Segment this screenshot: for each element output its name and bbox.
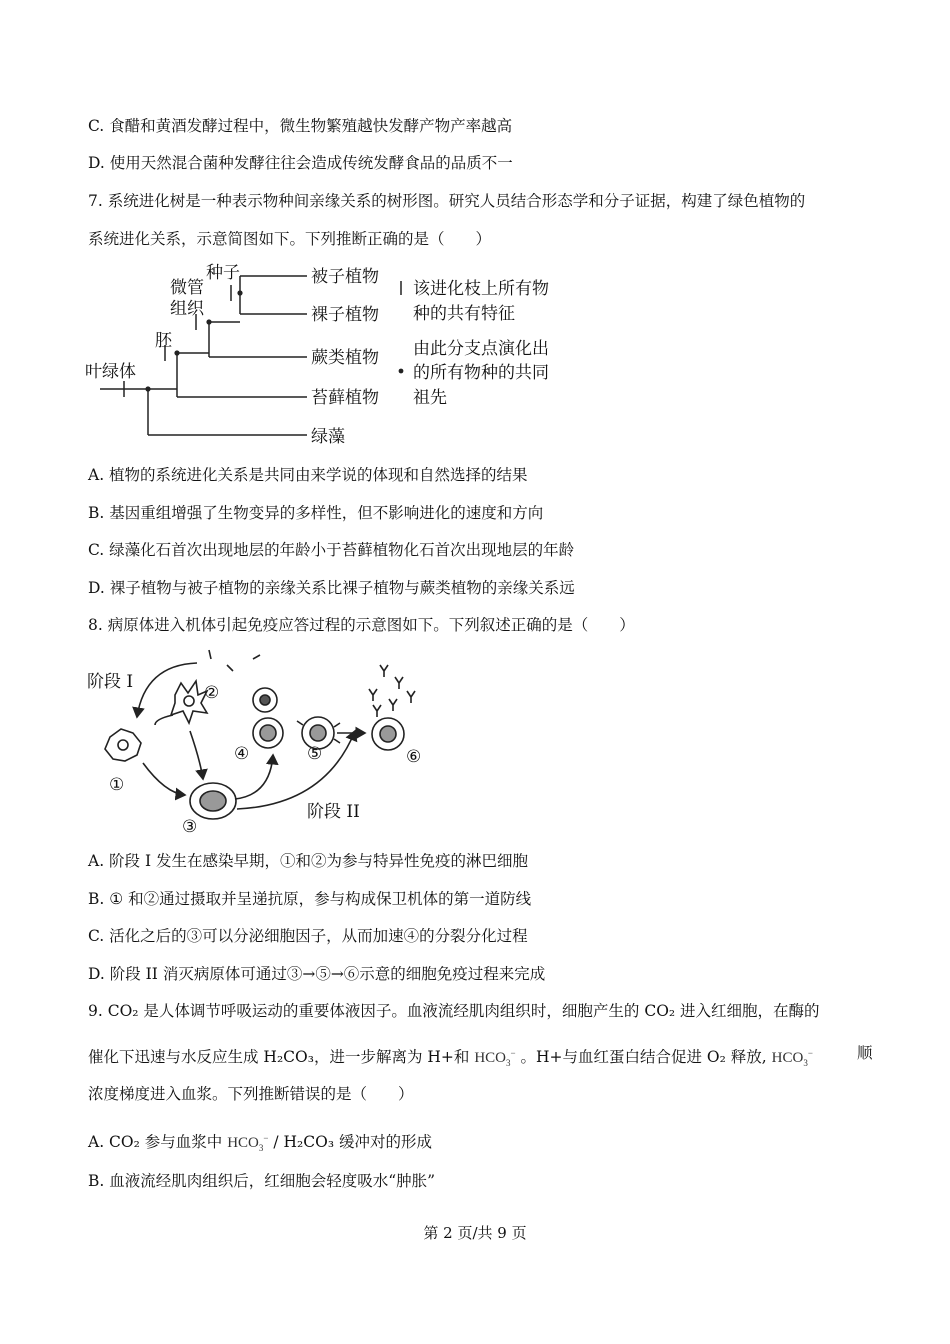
q9-option-b: B. 血液流经肌肉组织后，红细胞会轻度吸水“肿胀” — [88, 1172, 436, 1190]
q8-option-c: C. 活化之后的③可以分泌细胞因子，从而加速④的分裂分化过程 — [88, 927, 528, 945]
q7-option-b: B. 基因重组增强了生物变异的多样性，但不影响进化的速度和方向 — [88, 504, 544, 522]
stage-1-label: 阶段 I — [87, 672, 134, 692]
q9-line2-part-b: 。H+与血红蛋白结合促进 O₂ 释放, — [520, 1048, 767, 1066]
immune-response-figure — [85, 645, 445, 840]
trait-embryo-label: 胚 — [155, 331, 172, 351]
legend-dot-text-3: 祖先 — [413, 388, 447, 408]
q7-stem-line2: 系统进化关系，示意简图如下。下列推断正确的是（ ） — [88, 230, 492, 248]
taxon-fern: 蕨类植物 — [311, 348, 379, 368]
taxon-green-algae: 绿藻 — [311, 427, 345, 447]
q9-line2-part-a: 催化下迅速与水反应生成 H₂CO₃，进一步解离为 H+和 — [88, 1048, 470, 1066]
q9-stem-line3: 浓度梯度进入血浆。下列推断错误的是（ ） — [88, 1085, 414, 1103]
phylogenetic-tree-figure — [85, 258, 585, 453]
legend-dot-text-1: 由此分支点演化出 — [413, 339, 549, 359]
q6-option-d: D. 使用天然混合菌种发酵往往会造成传统发酵食品的品质不一 — [88, 154, 513, 172]
trait-vascular-label-1: 微管 — [170, 278, 204, 298]
cell-label-6: ⑥ — [406, 747, 422, 767]
q9-option-a: A. CO₂ 参与血浆中 $HCO_3^- / H_2CO_3$ 缓冲对的形成 — [88, 1133, 432, 1153]
taxon-moss: 苔藓植物 — [311, 388, 379, 408]
q8-option-a: A. 阶段 I 发生在感染早期，①和②为参与特异性免疫的淋巴细胞 — [88, 852, 529, 870]
q7-option-d: D. 裸子植物与被子植物的亲缘关系比裸子植物与蕨类植物的亲缘关系远 — [88, 579, 575, 597]
cell-label-2: ② — [204, 683, 220, 703]
page-footer: 第 2 页/共 9 页 — [423, 1224, 527, 1242]
q7-option-a: A. 植物的系统进化关系是共同由来学说的体现和自然选择的结果 — [88, 466, 528, 484]
q7-option-c: C. 绿藻化石首次出现地层的年龄小于苔藓植物化石首次出现地层的年龄 — [88, 541, 575, 559]
taxon-gymnosperm: 裸子植物 — [311, 305, 379, 325]
trait-chloroplast-label: 叶绿体 — [85, 362, 136, 382]
bicarbonate-formula: $HCO_3^-$ — [227, 1133, 269, 1153]
stage-2-label: 阶段 II — [307, 802, 360, 822]
q8-option-b: B. ① 和②通过摄取并呈递抗原，参与构成保卫机体的第一道防线 — [88, 890, 532, 908]
q9-stem-line1: 9. CO₂ 是人体调节呼吸运动的重要体液因子。血液流经肌肉组织时，细胞产生的 CO₂ 进入红细胞，在酶的 — [88, 1002, 820, 1020]
q8-stem: 8. 病原体进入机体引起免疫应答过程的示意图如下。下列叙述正确的是（ ） — [88, 616, 635, 634]
cell-label-1: ① — [109, 775, 125, 795]
bicarbonate-formula: $HCO_3^-$ — [474, 1048, 516, 1068]
trait-vascular-label-2: 组织 — [170, 299, 204, 319]
legend-dot-text-2: 的所有物种的共同 — [413, 363, 549, 383]
legend-bar-text-1: 该进化枝上所有物 — [413, 279, 549, 299]
bicarbonate-formula: $HCO_3^-$ — [771, 1048, 813, 1068]
trait-seed-label: 种子 — [206, 263, 240, 283]
cell-label-3: ③ — [182, 817, 198, 837]
q7-stem-line1: 7. 系统进化树是一种表示物种间亲缘关系的树形图。研究人员结合形态学和分子证据，构建了绿色植物的 — [88, 192, 806, 210]
q8-option-d: D. 阶段 II 消灭病原体可通过③→⑤→⑥示意的细胞免疫过程来完成 — [88, 965, 546, 983]
cell-label-5: ⑤ — [307, 744, 323, 764]
taxon-angiosperm: 被子植物 — [311, 267, 379, 287]
q6-option-c: C. 食醋和黄酒发酵过程中，微生物繁殖越快发酵产物产率越高 — [88, 117, 513, 135]
q9-line2-part-c: 顺 — [857, 1044, 873, 1062]
legend-bar-text-2: 种的共有特征 — [413, 304, 515, 324]
q9-stem-line2 — [88, 1042, 813, 1074]
cell-label-4: ④ — [234, 744, 250, 764]
